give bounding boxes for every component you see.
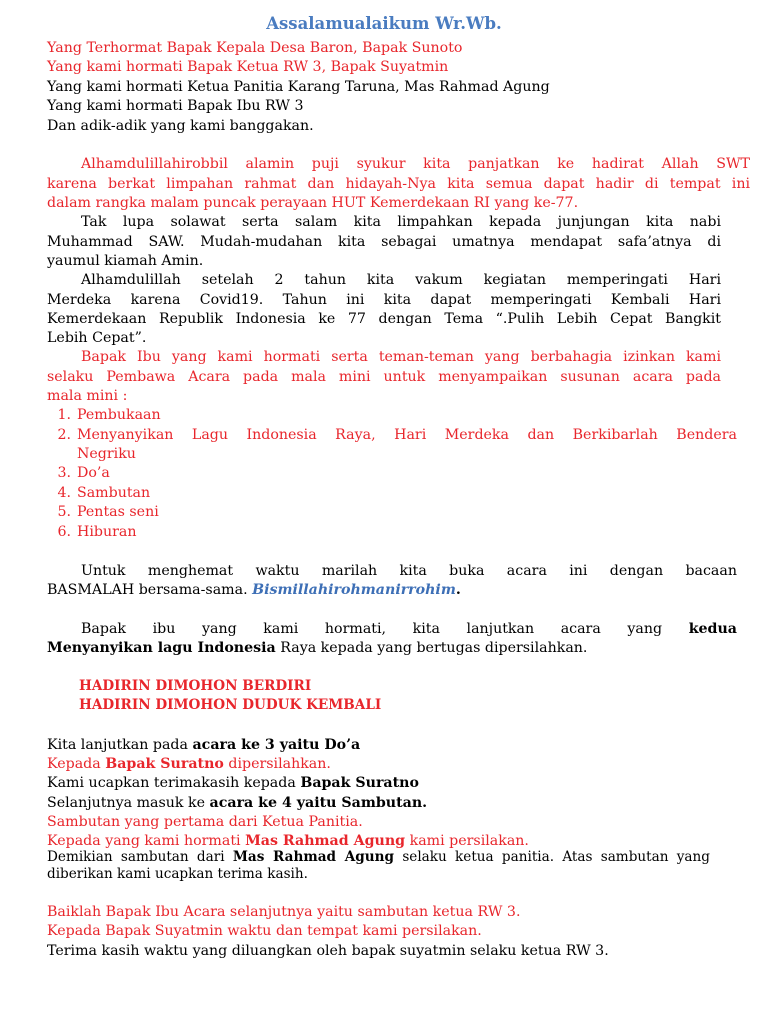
list-number: 6. [57, 524, 71, 540]
paragraph-line [47, 774, 737, 793]
paragraph-line: Sambutan yang pertama dari Ketua Panitia. [47, 814, 363, 830]
paragraph-line: diberikan kami ucapkan terima kasih. [47, 866, 308, 882]
greeting-line: Dan adik-adik yang kami banggakan. [47, 118, 314, 134]
paragraph-line: Alhamdulillahirobbil alamin puji syukur kita panjatkan ke hadirat Allah SWT [81, 156, 750, 172]
paragraph-line: mala mini : [47, 388, 128, 404]
list-text: Hiburan [77, 524, 137, 540]
paragraph-line [47, 736, 737, 755]
paragraph-line: Kemerdekaan Republik Indonesia ke 77 dengan Tema “.Pulih Lebih Cepat Bangkit [47, 311, 721, 327]
text-span: Selanjutnya masuk ke [47, 795, 210, 811]
paragraph-line: Alhamdulillah setelah 2 tahun kita vakum kegiatan memperingati Hari [81, 272, 721, 288]
paragraph-line: Baiklah Bapak Ibu Acara selanjutnya yaitu sambutan ketua RW 3. [47, 904, 521, 920]
list-text: Sambutan [77, 485, 151, 501]
bold-span: acara ke 3 yaitu Do’a [192, 737, 361, 753]
list-number: 2. [57, 427, 71, 443]
paragraph-line: Terima kasih waktu yang diluangkan oleh bapak suyatmin selaku ketua RW 3. [47, 943, 609, 959]
paragraph-line [47, 581, 737, 600]
greeting-line: Yang Terhormat Bapak Kepala Desa Baron, Bapak Sunoto [47, 40, 463, 56]
text-span: BASMALAH bersama-sama. [47, 582, 253, 598]
paragraph-line: Untuk menghemat waktu marilah kita buka acara ini dengan bacaan [81, 563, 737, 579]
text-span: kami persilakan. [405, 833, 529, 849]
paragraph-line: karena berkat limpahan rahmat dan hidayah-Nya kita semua dapat hadir di tempat ini [47, 176, 750, 192]
list-number: 4. [57, 485, 71, 501]
text-span: Kita lanjutkan pada [47, 737, 193, 753]
text-span: Kepada yang kami hormati [47, 833, 246, 849]
page-title: Assalamualaikum Wr.Wb. [266, 14, 502, 33]
list-number: 5. [57, 504, 71, 520]
basmalah-text: Bismillahirohmanirrohim [252, 582, 456, 598]
text-span: . [455, 582, 461, 598]
bold-span: Bapak Suratno [300, 775, 419, 791]
paragraph-line: yaumul kiamah Amin. [47, 253, 204, 269]
list-number: 1. [57, 407, 71, 423]
paragraph-line [47, 794, 737, 813]
paragraph-line [47, 755, 737, 774]
paragraph-line: Lebih Cepat”. [47, 330, 147, 346]
bold-span: acara ke 4 yaitu Sambutan. [209, 795, 428, 811]
bold-span: Bapak Suratno [105, 756, 224, 772]
bold-span: kedua [688, 621, 737, 637]
list-text-continued: Negriku [77, 446, 136, 462]
announcement: HADIRIN DIMOHON BERDIRI [79, 678, 312, 694]
text-span: dipersilahkan. [223, 756, 331, 772]
list-number: 3. [57, 465, 71, 481]
list-text: Menyanyikan Lagu Indonesia Raya, Hari Merdeka dan Berkibarlah Bendera [77, 427, 737, 443]
text-span: Kami ucapkan terimakasih kepada [47, 775, 301, 791]
text-span: Bapak ibu yang kami hormati, kita lanjutkan acara yang [81, 621, 689, 637]
paragraph-line [47, 620, 737, 639]
announcement: HADIRIN DIMOHON DUDUK KEMBALI [79, 697, 382, 713]
greeting-line: Yang kami hormati Ketua Panitia Karang Taruna, Mas Rahmad Agung [47, 79, 550, 95]
greeting-line: Yang kami hormati Bapak Ibu RW 3 [47, 98, 304, 114]
text-span: Kepada [47, 756, 106, 772]
bold-span: Mas Rahmad Agung [245, 833, 406, 849]
paragraph-line: Merdeka karena Covid19. Tahun ini kita dapat memperingati Kembali Hari [47, 292, 721, 308]
text-span: Raya kepada yang bertugas dipersilahkan. [275, 640, 588, 656]
paragraph-line: Bapak Ibu yang kami hormati serta teman-teman yang berbahagia izinkan kami [81, 349, 721, 365]
list-text: Pentas seni [77, 504, 159, 520]
paragraph-line: Tak lupa solawat serta salam kita limpahkan kepada junjungan kita nabi [81, 214, 721, 230]
paragraph-line: selaku Pembawa Acara pada mala mini untuk menyampaikan susunan acara pada [47, 369, 721, 385]
paragraph-line: Kepada Bapak Suyatmin waktu dan tempat kami persilakan. [47, 923, 482, 939]
list-text: Pembukaan [77, 407, 161, 423]
paragraph-line: Muhammad SAW. Mudah-mudahan kita sebagai umatnya mendapat safa’atnya di [47, 234, 721, 250]
greeting-line: Yang kami hormati Bapak Ketua RW 3, Bapak Suyatmin [47, 59, 449, 75]
bold-span: Menyanyikan lagu Indonesia [47, 640, 276, 656]
list-text: Do’a [77, 465, 110, 481]
text-span: Demikian sambutan dari [47, 849, 233, 865]
text-span: selaku ketua panitia. Atas sambutan yang [394, 849, 710, 865]
bold-span: Mas Rahmad Agung [232, 849, 395, 865]
paragraph-line: dalam rangka malam puncak perayaan HUT Kemerdekaan RI yang ke-77. [47, 195, 579, 211]
paragraph-line [47, 639, 737, 658]
